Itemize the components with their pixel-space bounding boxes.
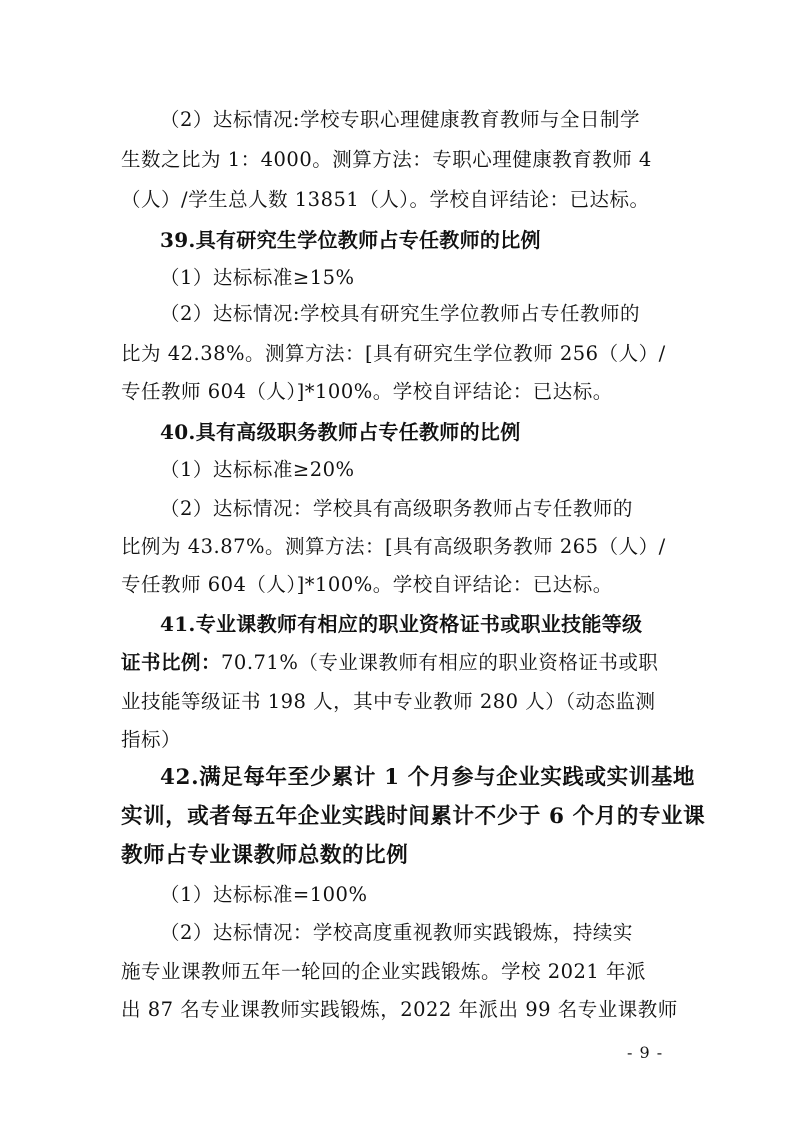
heading-41-bold-label: 证书比例：: [121, 651, 222, 674]
heading-41-line-1: 41.专业课教师有相应的职业资格证书或职业技能等级: [160, 612, 643, 636]
paragraph-38-2-line-3: （人）/学生总人数 13851（人）。学校自评结论：已达标。: [121, 188, 650, 211]
heading-42-line-1: 42.满足每年至少累计 1 个月参与企业实践或实训基地: [160, 765, 696, 790]
heading-41-line-2-text: 70.71%（专业课教师有相应的职业资格证书或职: [221, 651, 659, 674]
paragraph-40-2-line-1: （2）达标情况：学校具有高级职务教师占专任教师的: [160, 497, 633, 520]
paragraph-39-2-line-3: 专任教师 604（人）]*100%。学校自评结论：已达标。: [121, 380, 613, 403]
paragraph-40-2-line-2: 比例为 43.87%。测算方法：[具有高级职务教师 265（人）/: [121, 535, 666, 558]
paragraph-38-2-line-2: 生数之比为 1：4000。测算方法：专职心理健康教育教师 4: [121, 148, 652, 171]
heading-40: 40.具有高级职务教师占专任教师的比例: [160, 420, 521, 444]
heading-42-line-3: 教师占专业课教师总数的比例: [121, 843, 409, 868]
paragraph-42-2-line-2: 施专业课教师五年一轮回的企业实践锻炼。学校 2021 年派: [121, 960, 647, 983]
paragraph-38-2-line-1: （2）达标情况:学校专职心理健康教育教师与全日制学: [160, 108, 640, 131]
paragraph-40-1: （1）达标标准≥20%: [160, 458, 355, 481]
heading-42-line-2: 实训，或者每五年企业实践时间累计不少于 6 个月的专业课: [121, 804, 706, 829]
page-number: - 9 -: [627, 1043, 664, 1062]
paragraph-42-2-line-1: （2）达标情况：学校高度重视教师实践锻炼，持续实: [160, 921, 633, 944]
paragraph-39-2-line-2: 比为 42.38%。测算方法：[具有研究生学位教师 256（人）/: [121, 342, 666, 365]
heading-39: 39.具有研究生学位教师占专任教师的比例: [160, 228, 541, 252]
paragraph-41-line-4: 指标）: [121, 728, 182, 751]
paragraph-42-1: （1）达标标准=100%: [160, 883, 368, 906]
heading-41-line-2: [121, 650, 658, 676]
paragraph-41-line-3: 业技能等级证书 198 人，其中专业教师 280 人）（动态监测: [121, 690, 656, 713]
paragraph-40-2-line-3: 专任教师 604（人）]*100%。学校自评结论：已达标。: [121, 573, 613, 596]
paragraph-39-2-line-1: （2）达标情况:学校具有研究生学位教师占专任教师的: [160, 302, 640, 325]
paragraph-39-1: （1）达标标准≥15%: [160, 266, 355, 289]
paragraph-42-2-line-3: 出 87 名专业课教师实践锻炼，2022 年派出 99 名专业课教师: [121, 998, 678, 1021]
